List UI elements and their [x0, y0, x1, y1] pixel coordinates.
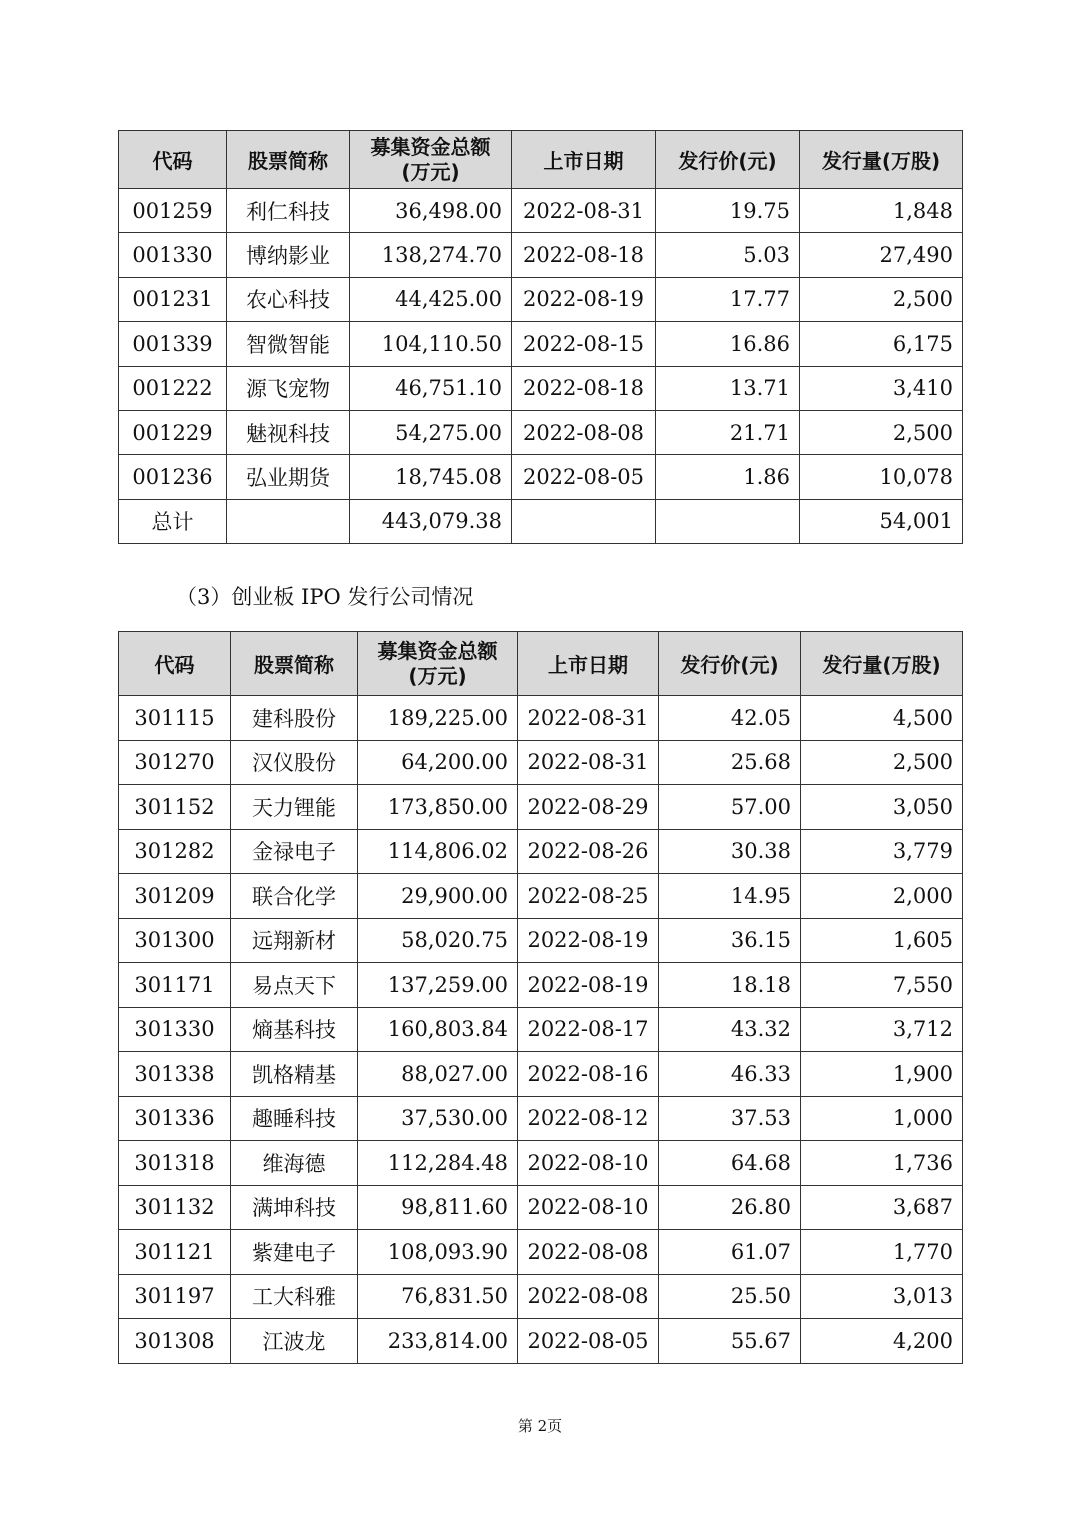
cell-name: 江波龙 [231, 1319, 358, 1364]
cell-listing-date: 2022-08-29 [518, 785, 659, 830]
cell-price: 25.50 [659, 1274, 801, 1319]
cell-listing-date: 2022-08-08 [518, 1230, 659, 1275]
cell-name: 凯格精基 [231, 1052, 358, 1097]
cell-raised: 104,110.50 [350, 322, 512, 366]
cell-name: 联合化学 [231, 874, 358, 919]
cell-name: 智微智能 [227, 322, 350, 366]
total-row [119, 499, 963, 543]
cell-name: 维海德 [231, 1141, 358, 1186]
cell-volume: 2,000 [801, 874, 963, 919]
cell-volume: 2,500 [800, 277, 963, 321]
table-row [119, 874, 963, 919]
cell-volume: 6,175 [800, 322, 963, 366]
cell-raised: 18,745.08 [350, 455, 512, 499]
cell-name: 金禄电子 [231, 829, 358, 874]
table-row [119, 1096, 963, 1141]
cell-code: 301171 [119, 963, 231, 1008]
cell-listing-date: 2022-08-15 [512, 322, 656, 366]
total-volume: 54,001 [800, 499, 963, 543]
cell-name: 魅视科技 [227, 410, 350, 454]
header-listing-date: 上市日期 [512, 131, 656, 189]
cell-code: 001222 [119, 366, 227, 410]
cell-volume: 3,050 [801, 785, 963, 830]
cell-raised: 64,200.00 [358, 740, 518, 785]
cell-code: 001229 [119, 410, 227, 454]
cell-volume: 1,900 [801, 1052, 963, 1097]
cell-volume: 7,550 [801, 963, 963, 1008]
total-label: 总计 [119, 499, 227, 543]
cell-volume: 3,712 [801, 1007, 963, 1052]
header-raised-line2: (万元) [401, 159, 460, 184]
cell-listing-date: 2022-08-05 [518, 1319, 659, 1364]
cell-raised: 98,811.60 [358, 1185, 518, 1230]
table-row [119, 1007, 963, 1052]
table-header-row [119, 131, 963, 189]
cell-volume: 1,770 [801, 1230, 963, 1275]
cell-code: 001330 [119, 233, 227, 277]
table-row [119, 1319, 963, 1364]
cell-listing-date: 2022-08-19 [518, 963, 659, 1008]
cell-name: 汉仪股份 [231, 740, 358, 785]
table-row [119, 829, 963, 874]
table-row [119, 366, 963, 410]
cell-code: 301209 [119, 874, 231, 919]
cell-price: 37.53 [659, 1096, 801, 1141]
section-title: （3）创业板 IPO 发行公司情况 [176, 585, 474, 609]
cell-code: 301197 [119, 1274, 231, 1319]
table-row [119, 410, 963, 454]
header-code: 代码 [119, 632, 231, 696]
table-row [119, 189, 963, 233]
cell-code: 301270 [119, 740, 231, 785]
cell-listing-date: 2022-08-26 [518, 829, 659, 874]
cell-volume: 4,200 [801, 1319, 963, 1364]
page-number: 第 2页 [517, 1417, 563, 1435]
cell-price: 25.68 [659, 740, 801, 785]
cell-raised: 37,530.00 [358, 1096, 518, 1141]
cell-price: 36.15 [659, 918, 801, 963]
cell-raised: 137,259.00 [358, 963, 518, 1008]
cell-code: 001259 [119, 189, 227, 233]
table-row [119, 963, 963, 1008]
cell-raised: 108,093.90 [358, 1230, 518, 1275]
cell-volume: 3,410 [800, 366, 963, 410]
cell-price: 43.32 [659, 1007, 801, 1052]
cell-name: 弘业期货 [227, 455, 350, 499]
table-row [119, 1052, 963, 1097]
cell-raised: 54,275.00 [350, 410, 512, 454]
cell-name: 博纳影业 [227, 233, 350, 277]
header-raised-line2: (万元) [408, 663, 467, 688]
cell-volume: 1,848 [800, 189, 963, 233]
cell-name: 建科股份 [231, 696, 358, 741]
table-row [119, 1274, 963, 1319]
header-price: 发行价(元) [656, 131, 800, 189]
header-price: 发行价(元) [659, 632, 801, 696]
cell-volume: 27,490 [800, 233, 963, 277]
cell-listing-date: 2022-08-08 [518, 1274, 659, 1319]
cell-listing-date: 2022-08-10 [518, 1141, 659, 1186]
cell-price: 30.38 [659, 829, 801, 874]
cell-listing-date: 2022-08-19 [518, 918, 659, 963]
cell-name: 利仁科技 [227, 189, 350, 233]
cell-price: 57.00 [659, 785, 801, 830]
cell-name: 满坤科技 [231, 1185, 358, 1230]
cell-price: 19.75 [656, 189, 800, 233]
header-raised-line1: 募集资金总额 [370, 134, 491, 159]
cell-price: 42.05 [659, 696, 801, 741]
cell-name: 趣睡科技 [231, 1096, 358, 1141]
cell-price: 18.18 [659, 963, 801, 1008]
table-row [119, 233, 963, 277]
cell-code: 301308 [119, 1319, 231, 1364]
cell-raised: 58,020.75 [358, 918, 518, 963]
table-row [119, 785, 963, 830]
cell-raised: 46,751.10 [350, 366, 512, 410]
cell-name: 农心科技 [227, 277, 350, 321]
cell-price: 26.80 [659, 1185, 801, 1230]
cell-code: 001236 [119, 455, 227, 499]
cell-name: 源飞宠物 [227, 366, 350, 410]
cell-listing-date: 2022-08-10 [518, 1185, 659, 1230]
cell-raised: 36,498.00 [350, 189, 512, 233]
cell-volume: 1,605 [801, 918, 963, 963]
cell-raised: 29,900.00 [358, 874, 518, 919]
cell-raised: 189,225.00 [358, 696, 518, 741]
cell-price: 21.71 [656, 410, 800, 454]
cell-price: 61.07 [659, 1230, 801, 1275]
cell-listing-date: 2022-08-18 [512, 233, 656, 277]
total-empty-price [656, 499, 800, 543]
table-row [119, 1141, 963, 1186]
table-row [119, 740, 963, 785]
cell-listing-date: 2022-08-16 [518, 1052, 659, 1097]
cell-name: 熵基科技 [231, 1007, 358, 1052]
cell-volume: 3,779 [801, 829, 963, 874]
cell-code: 301152 [119, 785, 231, 830]
cell-price: 13.71 [656, 366, 800, 410]
cell-volume: 10,078 [800, 455, 963, 499]
cell-volume: 1,000 [801, 1096, 963, 1141]
cell-volume: 4,500 [801, 696, 963, 741]
cell-listing-date: 2022-08-18 [512, 366, 656, 410]
cell-price: 5.03 [656, 233, 800, 277]
table-row [119, 1185, 963, 1230]
cell-raised: 112,284.48 [358, 1141, 518, 1186]
cell-code: 301300 [119, 918, 231, 963]
cell-price: 55.67 [659, 1319, 801, 1364]
cell-code: 301318 [119, 1141, 231, 1186]
cell-price: 16.86 [656, 322, 800, 366]
cell-listing-date: 2022-08-05 [512, 455, 656, 499]
cell-code: 001339 [119, 322, 227, 366]
cell-price: 14.95 [659, 874, 801, 919]
cell-volume: 3,013 [801, 1274, 963, 1319]
cell-listing-date: 2022-08-31 [512, 189, 656, 233]
cell-listing-date: 2022-08-31 [518, 696, 659, 741]
cell-raised: 233,814.00 [358, 1319, 518, 1364]
cell-listing-date: 2022-08-25 [518, 874, 659, 919]
cell-listing-date: 2022-08-19 [512, 277, 656, 321]
cell-name: 工大科雅 [231, 1274, 358, 1319]
table-row [119, 696, 963, 741]
cell-code: 301282 [119, 829, 231, 874]
cell-code: 301121 [119, 1230, 231, 1275]
header-volume: 发行量(万股) [800, 131, 963, 189]
table-row [119, 918, 963, 963]
header-raised [350, 131, 512, 189]
table-row [119, 322, 963, 366]
cell-name: 天力锂能 [231, 785, 358, 830]
cell-code: 301338 [119, 1052, 231, 1097]
cell-name: 易点天下 [231, 963, 358, 1008]
cell-price: 1.86 [656, 455, 800, 499]
total-raised: 443,079.38 [350, 499, 512, 543]
cell-volume: 2,500 [801, 740, 963, 785]
table-row [119, 1230, 963, 1275]
header-name: 股票简称 [227, 131, 350, 189]
cell-price: 17.77 [656, 277, 800, 321]
cell-name: 紫建电子 [231, 1230, 358, 1275]
cell-raised: 76,831.50 [358, 1274, 518, 1319]
cell-listing-date: 2022-08-08 [512, 410, 656, 454]
cell-volume: 1,736 [801, 1141, 963, 1186]
cell-price: 64.68 [659, 1141, 801, 1186]
cell-raised: 173,850.00 [358, 785, 518, 830]
header-raised [358, 632, 518, 696]
cell-code: 001231 [119, 277, 227, 321]
cell-raised: 114,806.02 [358, 829, 518, 874]
cell-price: 46.33 [659, 1052, 801, 1097]
main-board-ipo-table [118, 130, 963, 544]
cell-raised: 160,803.84 [358, 1007, 518, 1052]
total-empty-date [512, 499, 656, 543]
header-name: 股票简称 [231, 632, 358, 696]
cell-raised: 88,027.00 [358, 1052, 518, 1097]
cell-listing-date: 2022-08-12 [518, 1096, 659, 1141]
cell-volume: 3,687 [801, 1185, 963, 1230]
table-row [119, 455, 963, 499]
cell-listing-date: 2022-08-31 [518, 740, 659, 785]
chinext-ipo-table [118, 631, 963, 1364]
cell-code: 301336 [119, 1096, 231, 1141]
table-header-row [119, 632, 963, 696]
cell-raised: 138,274.70 [350, 233, 512, 277]
cell-volume: 2,500 [800, 410, 963, 454]
total-empty-name [227, 499, 350, 543]
header-listing-date: 上市日期 [518, 632, 659, 696]
cell-code: 301330 [119, 1007, 231, 1052]
cell-name: 远翔新材 [231, 918, 358, 963]
cell-code: 301132 [119, 1185, 231, 1230]
cell-listing-date: 2022-08-17 [518, 1007, 659, 1052]
header-code: 代码 [119, 131, 227, 189]
header-raised-line1: 募集资金总额 [377, 638, 498, 663]
header-volume: 发行量(万股) [801, 632, 963, 696]
cell-code: 301115 [119, 696, 231, 741]
cell-raised: 44,425.00 [350, 277, 512, 321]
table-row [119, 277, 963, 321]
